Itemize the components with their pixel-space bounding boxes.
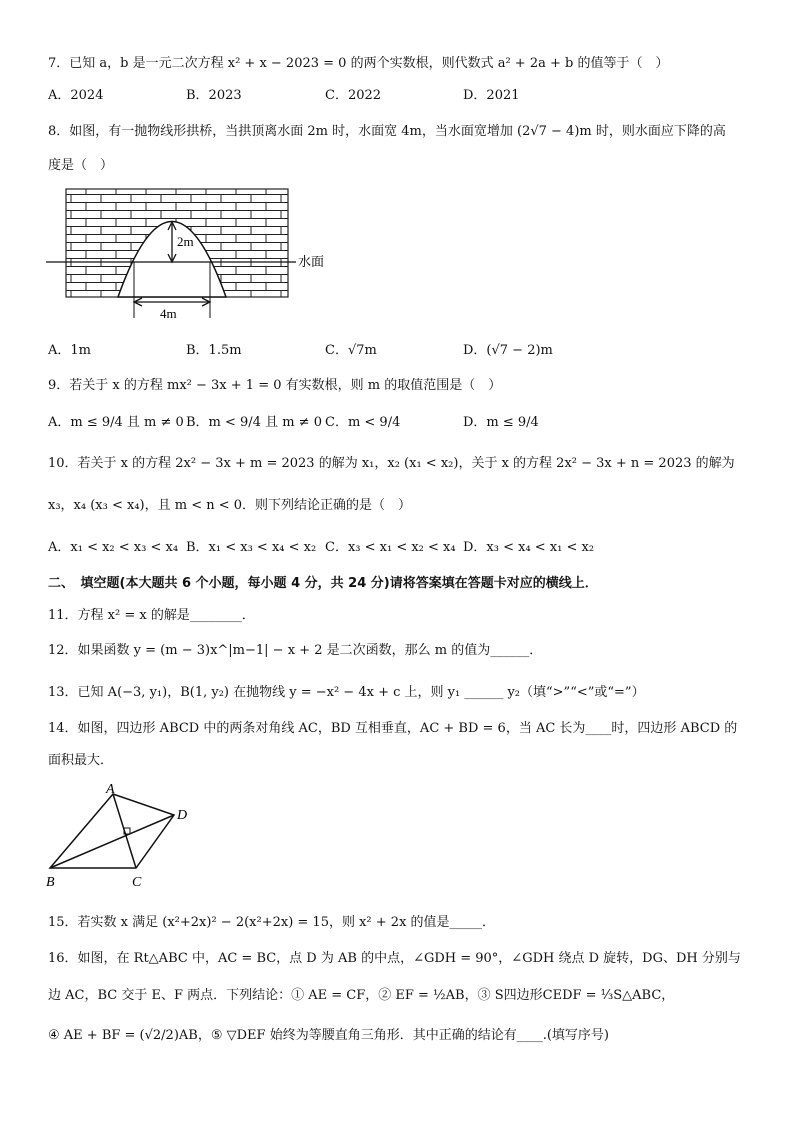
section2-heading: 二、 填空题(本大题共 6 个小题，每小题 4 分，共 24 分)请将答案填在答题卡对应的横线上．: [48, 576, 598, 591]
q14-stem-line2: 面积最大．: [48, 753, 114, 768]
water-label: 水面: [298, 255, 325, 270]
q7-option-c: C．2022: [325, 88, 382, 103]
q8-option-a: A．1m: [48, 343, 91, 358]
q9-option-a: A．m ≤ 9/4 且 m ≠ 0: [48, 415, 184, 430]
q8-option-d: D．(√7 − 2)m: [463, 343, 553, 358]
q10-option-c: C．x₃ < x₁ < x₂ < x₄: [325, 540, 456, 555]
q15-stem: 15．若实数 x 满足 (x²+2x)² − 2(x²+2x) = 15，则 x² + 2x 的值是_____．: [48, 915, 496, 930]
label-a: A: [106, 782, 115, 797]
q9-option-b: B．m < 9/4 且 m ≠ 0: [186, 415, 322, 430]
quadrilateral-outline: [50, 794, 174, 868]
q16-stem-line2: 边 AC，BC 交于 E、F 两点．下列结论：① AE = CF，② EF = ½AB，③ S四边形CEDF = ⅓S△ABC，: [48, 988, 675, 1003]
q12-stem: 12．如果函数 y = (m − 3)x^|m−1| − x + 2 是二次函数，那么 m 的值为______．: [48, 643, 543, 658]
q7-option-b: B．2023: [186, 88, 242, 103]
q16-stem-line3: ④ AE + BF = (√2/2)AB，⑤ ▽DEF 始终为等腰直角三角形．其中正确的结论有____.(填写序号): [48, 1028, 609, 1043]
q9-option-c: C．m < 9/4: [325, 415, 401, 430]
q8-stem-line2: 度是（ ）: [48, 158, 114, 173]
label-c: C: [132, 875, 142, 890]
label-b: B: [46, 875, 55, 890]
q7-option-a: A．2024: [48, 88, 104, 103]
width-label: 4m: [160, 306, 177, 321]
q8-stem-line1: 8．如图，有一抛物线形拱桥，当拱顶离水面 2m 时，水面宽 4m，当水面宽增加 (2√7 − 4)m 时，则水面应下降的高: [48, 124, 726, 139]
q10-option-b: B．x₁ < x₃ < x₄ < x₂: [186, 540, 317, 555]
q14-stem-line1: 14．如图，四边形 ABCD 中的两条对角线 AC，BD 互相垂直，AC + BD = 6，当 AC 长为____时，四边形 ABCD 的: [48, 721, 738, 736]
height-label: 2m: [177, 234, 194, 249]
q7-stem: 7．已知 a，b 是一元二次方程 x² + x − 2023 = 0 的两个实数根，则代数式 a² + 2a + b 的值等于（ ）: [48, 56, 669, 71]
q10-option-a: A．x₁ < x₂ < x₃ < x₄: [48, 540, 179, 555]
q8-option-c: C．√7m: [325, 343, 377, 358]
label-d: D: [177, 808, 188, 823]
q8-bridge-figure: [46, 186, 346, 326]
q10-option-d: D．x₃ < x₄ < x₁ < x₂: [463, 540, 595, 555]
q9-option-d: D．m ≤ 9/4: [463, 415, 539, 430]
q11-stem: 11．方程 x² = x 的解是________．: [48, 608, 255, 623]
q9-stem: 9．若关于 x 的方程 mx² − 3x + 1 = 0 有实数根，则 m 的取值范围是（ ）: [48, 378, 502, 393]
q13-stem: 13．已知 A(−3, y₁)，B(1, y₂) 在抛物线 y = −x² − 4x + c 上，则 y₁ ______ y₂（填“>”“<”或“=”）: [48, 685, 645, 700]
q8-option-b: B．1.5m: [186, 343, 242, 358]
q14-quadrilateral-figure: [44, 782, 204, 890]
q7-option-d: D．2021: [463, 88, 520, 103]
q10-stem-line2: x₃，x₄ (x₃ < x₄)，且 m < n < 0．则下列结论正确的是（ ）: [48, 498, 412, 513]
q16-stem-line1: 16．如图，在 Rt△ABC 中，AC = BC，点 D 为 AB 的中点，∠GDH = 90°，∠GDH 绕点 D 旋转，DG、DH 分别与: [48, 951, 741, 966]
q10-stem-line1: 10．若关于 x 的方程 2x² − 3x + m = 2023 的解为 x₁，x₂ (x₁ < x₂)，关于 x 的方程 2x² − 3x + n = 2023 的解为: [48, 456, 735, 471]
